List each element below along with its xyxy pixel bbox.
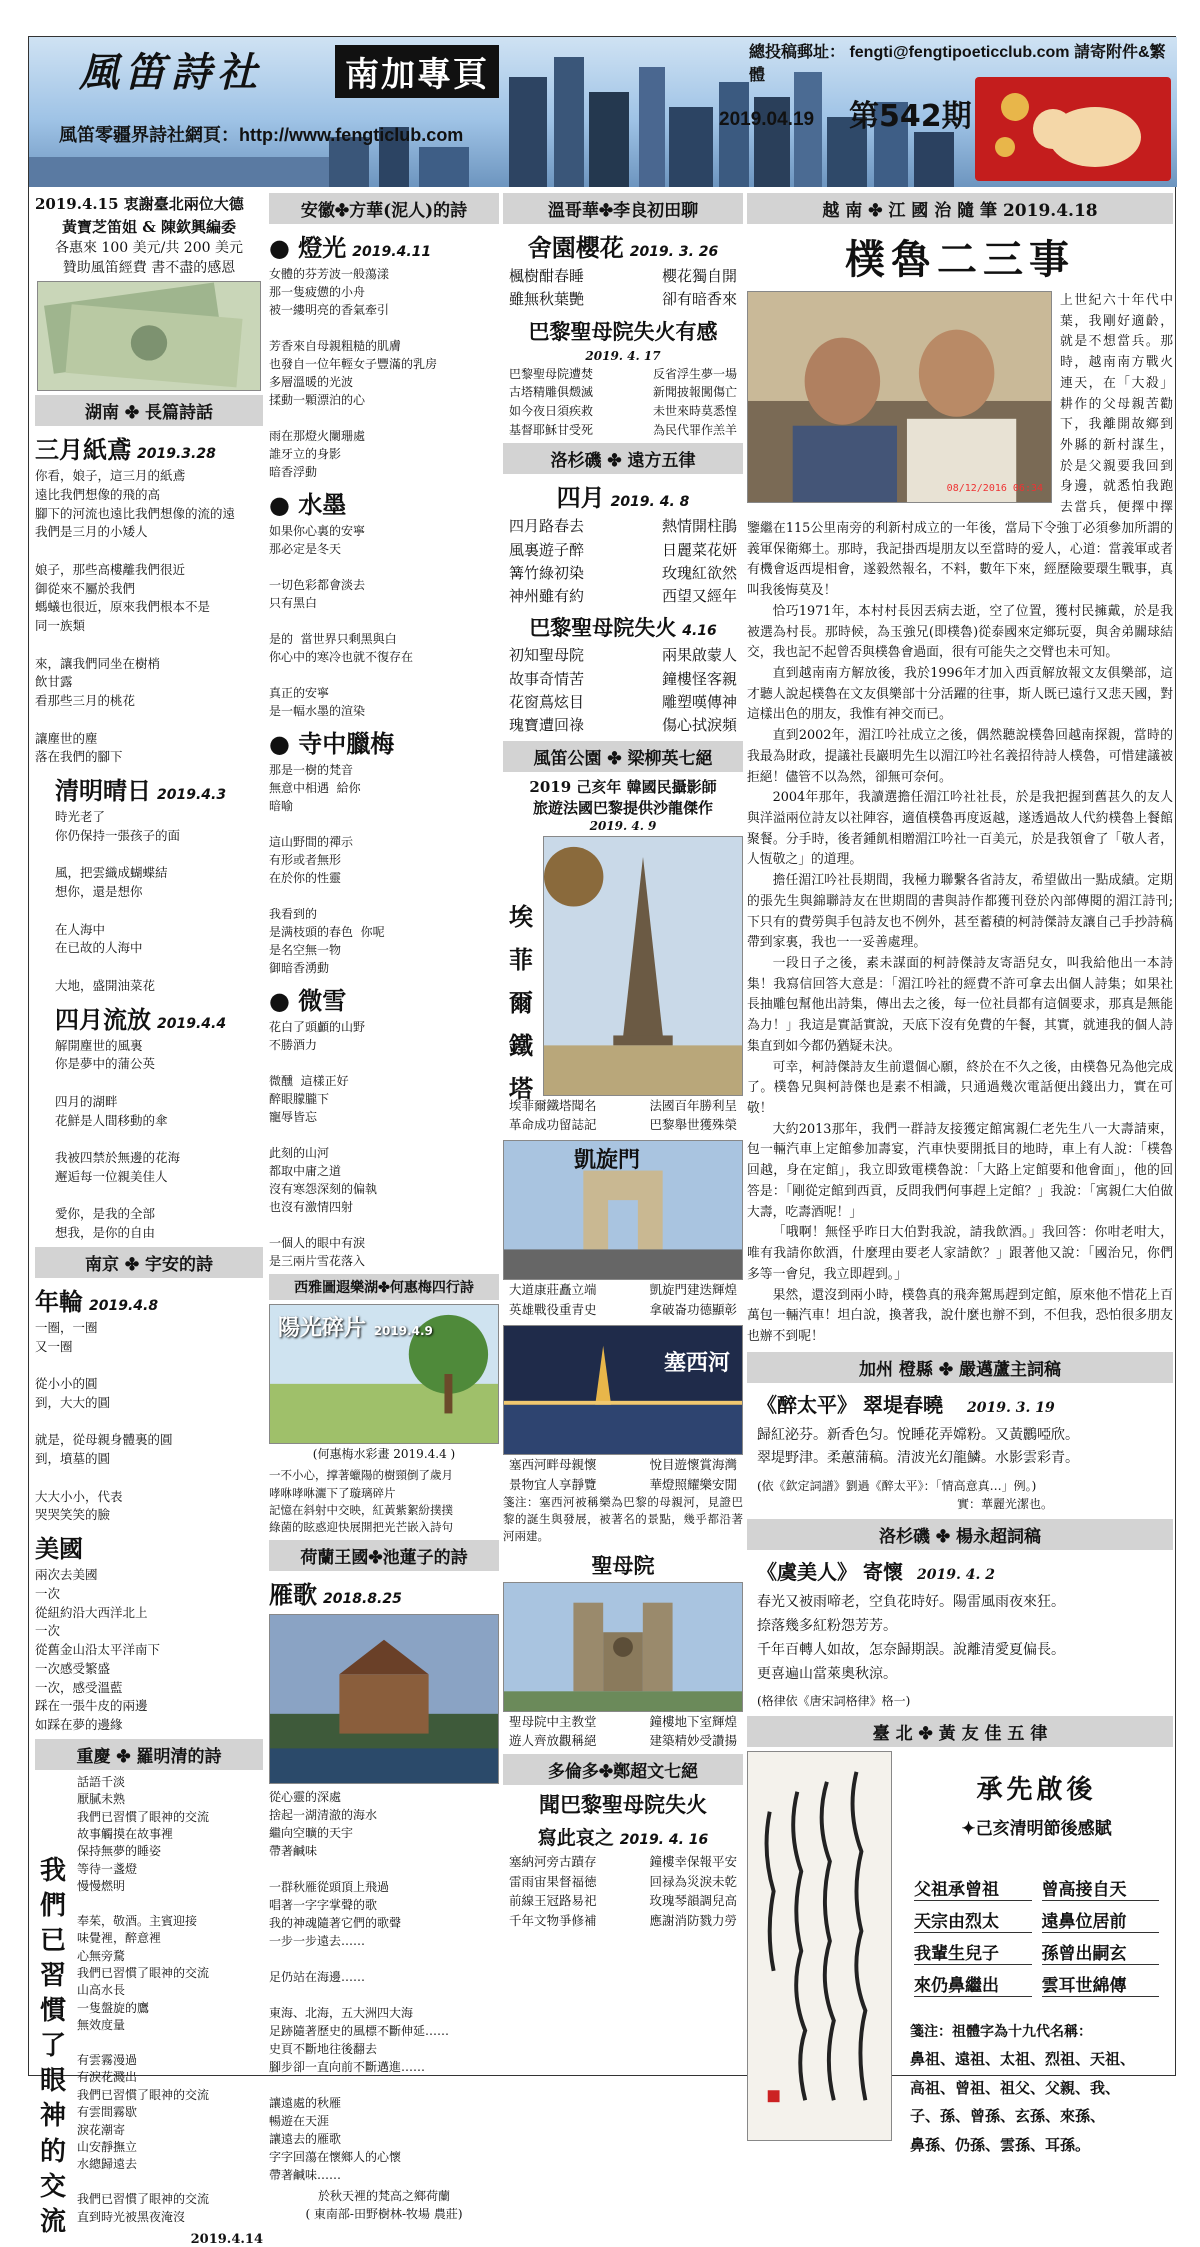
grid-line: 來仍鼻繼出 [914,1971,1032,1997]
couplet-line: 鐘樓地下室輝煌 [649,1713,737,1729]
poem-body: 一圈，一圈 又一圈 從小小的圓 到，大大的圓 就是，從母親身體裏的圓 到，墳墓的圓 大大小小，代表 哭哭笑笑的臉 [35,1319,173,1523]
eiffel-block [503,836,743,1104]
couplet-line: 法國百年勝利呈 [649,1097,737,1113]
grid-line: 天宗由烈太 [914,1907,1032,1933]
castle-photo [269,1614,499,1784]
section-bar-anhui: 安徽✤方華(泥人)的詩 [269,193,499,224]
caption-row [503,1731,743,1750]
email-address[interactable]: 總投稿郵址： fengti@fengtipoeticclub.com 請寄附件&繁體 [749,44,1166,84]
poem-title [503,478,743,513]
poem-title-text: 舍園櫻花 [527,234,624,262]
couplet-line: 基督耶穌甘受死 [509,422,594,437]
poem-title-text: 微雪 [298,987,347,1015]
couplet-row [503,585,743,608]
couplet-row [503,714,743,737]
couplet-line: 雷雨宙果督福徳 [509,1873,597,1889]
caption-row [503,1475,743,1494]
poem-body: 一不小心，撑著蠟陽的樹頸倒了歲月 哮咻哮咻灑下了璇璃碎片 記憶在斜射中交映，紅黃紫絮紛撲撲 綠菌的眩惑迎快展開把光芒嵌入詩句 [269,1468,453,1535]
poem-body: 你看，娘子，這三月的紙鳶 遠比我們想像的飛的高 腳下的河流也遠比我們想像的流的遠 我們是三月的小矮人 娘子，那些高樓離我們很近 御從來不屬於我們 螞蟻也很近，原來我們根本不是 同一族類 來，讓我們同坐在樹梢 飲甘露 看那些三月的桃花 讓塵世的塵 落在我們的腳下 [35,468,236,765]
grid-line: 遠鼻位居前 [1042,1907,1160,1933]
article-paragraph: 一段日子之後，素未謀面的柯詩傑詩友寄語兒女，叫我給他出一本詩集！我寫信回答大意是：「湄江吟社的經費不許可拿去出個人詩集；如果社長抽雕包幫他出詩集，傳出去之後，每一位社員都有這個要求，那真是無能為力！」我這是實話實說，天底下沒有免費的午餐，其實，就連我的個人詩集直到如今都仍猶疑未決。 [747,956,1173,1054]
photo-credit-1: 2019 己亥年 韓國民攝影師 [529,778,717,797]
couplet-row [503,668,743,691]
couplet-line: 塞西河畔母親懷 [509,1457,597,1473]
poem-line: 捺落幾多紅粉怨芳芳。 [757,1618,897,1635]
issue-date: 2019.04.19 [719,109,815,130]
note-line: 高祖、曾祖、祖父、父親、我、 [910,2078,1121,2097]
note-line: 子、孫、曾孫、玄孫、來孫、 [910,2107,1106,2126]
poem-note: (依《欽定詞譜》劉過《醉太平》：「情高意真…」例。) [757,1479,1037,1494]
photo-caption-couplets [503,1280,743,1319]
poem-date: 2019.4.8 [89,1297,159,1314]
photo-date: 2019. 4. 9 [589,819,657,834]
couplet-row [503,365,743,384]
thanks-names: 黃寶芝笛姐 & 陳欽興編委 [62,218,236,236]
arc-de-triomphe-photo [503,1140,743,1280]
poem-title-text: 清明晴日 [55,777,151,805]
couplet-line: 傷心拭淚頻 [661,716,737,735]
calligraphy-scroll-image [747,1751,892,2141]
website-link[interactable]: 風笛零疆界詩社網頁：http://www.fengticlub.com [59,125,464,145]
poem-body: 那是一樹的梵音 無意中相遇 給你 暗喻 這山野間的禪示 有形或者無形 在於你的性靈 我看到的 是满枝頭的春色 你呢 是名空無一物 御暗香湧動 [269,763,385,975]
couplet-line: 初知聖母院 [509,646,585,665]
poem-title: ● 寺中臘梅 [269,730,395,758]
couplet-line: 塞納河旁古蹟存 [509,1854,597,1870]
poem-date: 2019.3.28 [137,446,216,462]
ci-poem-2 [757,1556,1163,1710]
thanks-line2: 贊助風笛經費 書不盡的感恩 [62,260,236,276]
poem-subtitle [503,1823,743,1850]
banknotes-photo [37,281,261,391]
poem-title [269,1575,499,1610]
seine-river-photo [503,1325,743,1455]
vertical-title: 埃菲爾鐵塔 [509,902,533,1104]
couplet-line: 應謝消防戮力勞 [649,1912,737,1928]
section-bar-vancouver: 溫哥華✤李良初田聊 [503,193,743,224]
section-bar-fengti: 風笛公園 ✤ 梁柳英七絕 [503,741,743,772]
poem-date: 2019. 4. 16 [619,1832,709,1849]
poem-date: 2019.4.14 [190,2231,263,2247]
masthead [29,37,1177,187]
issue-number: 第542期 [849,99,972,134]
couplet-line: 卻有暗香來 [661,290,737,309]
poem-title [757,1389,1163,1418]
poem-title [35,430,263,465]
poem-couplets [503,1852,743,1930]
couplet-line: 回禄為災淚未乾 [649,1873,737,1889]
poem-title: 聞巴黎聖母院失火 [539,1793,707,1818]
photo-caption-couplets [503,1096,743,1135]
article-paragraph: 擔任湄江吟社長期間，我極力聯繫各省詩友，希望做出一點成績。定期的張先生與錦聯詩友在世期間的書與詩作都獲刊登於內部傳閱的湄江詩刊;下只有的費勞與手包詩友也不例外，甚至蓄積的柯詩傑詩友讓自己手抄詩稿帶到家裏，我也一一妥善處理。 [747,873,1173,951]
couplet-row [503,1891,743,1910]
article-paragraph: 直到越南南方解放後，我於1996年才加入西貢解放報文友俱樂部，這才聽人說起樸魯在文友俱樂部十分活躍的往事，斯人既已遠行又悲天國，對這樣出色的朋友，我惟有神交而已。 [747,665,1173,723]
couplet-line: 巴黎舉世獲殊榮 [649,1117,737,1133]
poem-title [35,1282,263,1317]
two-men-photo [747,291,1052,503]
note-line: 鼻祖、遠祖、太祖、烈祖、天祖、 [910,2050,1136,2069]
couplet-row [503,562,743,585]
watercolor-painting [269,1304,499,1444]
poem-body: 花白了頭顱的山野 不勝酒力 微醺 這樣正好 醉眼朦朧下 寵辱皆忘 此刻的山河 都取中庸之道 沒有寒怨深刻的偏執 也沒有激情四射 一個人的眼中有淚 是三兩片雪花落入 [269,1020,378,1268]
grid-line: 父祖承曾祖 [914,1875,1032,1901]
couplet-line: 反省浮生夢一場 [652,366,737,381]
poem-title-text: 巴黎聖母院失火 [529,616,677,641]
couplet-line: 花窗蔦炫目 [509,692,585,711]
caption-row [503,1280,743,1299]
pig-year-icon [975,77,1171,181]
couplet-line: 楓樹酣春睡 [509,267,585,285]
photo-label: 凱旋門 [574,1148,641,1174]
painting-caption: (何惠梅水彩畫 2019.4.4 ) [312,1447,456,1461]
couplet-line: 神州雖有約 [509,587,585,606]
couplet-line: 鐘樓幸保報平安 [649,1854,737,1870]
caption-row [503,1300,743,1319]
section-bar-toronto: 多倫多✤鄭超文七絕 [503,1754,743,1785]
article-paragraph: 恰巧1971年，本村村長因丟病去逝，空了位置，獲村民擁戴，於是我被選為村長。那時候，為玉強兄(即樸魯)從泰國來定鄉玩耍，與舍弟關球結交，我也記不起曾否與樸魯會過面，很有可能失之交臂也未可知。 [747,603,1173,661]
poem-title-text: 三月紙鳶 [35,436,131,464]
poem-body: 如果你心裏的安寧 那必定是冬天 一切色彩都會淡去 只有黑白 是的 當世界只剩黑與白 你心中的寒冷也就不復存在 真正的安寧 是一幅水墨的渲染 [269,524,414,718]
thanks-title: 2019.4.15 衷謝臺北兩位大德 [35,195,244,213]
poem-note: (格律依《唐宋詞格律》格一) [757,1694,911,1709]
couplet-line: 未世來時莫悉惶 [652,404,737,419]
poem-note-2: 實：華麗光潔也。 [957,1497,1054,1512]
couplet-row [503,288,743,311]
couplet-line: 建築精妙受讚揚 [649,1733,737,1749]
poem-title-text: 四月 [556,484,605,513]
section-bar-seattle: 西雅圖遐樂湖✤何惠梅四行詩 [269,1274,499,1300]
poem-title-text: 寄懷 [863,1560,903,1585]
poem-block [35,1774,263,2247]
grid-line: 孫曾出嗣玄 [1042,1939,1160,1965]
notre-dame-photo [503,1582,743,1712]
poem-line: 翠堤野津。柔蕙蒲稿。清波光幻龍鱗。水影雲彩青。 [757,1450,1079,1467]
poem-subtitle-text: 寫此哀之 [537,1827,614,1850]
poem-body: 女體的芬芳波一般蕩漾 那一隻疲憊的小舟 被一縷明亮的香氣牽引 芳香來自母親粗糙的肌膚 也發自一位年輕女子豐滿的乳房 多層溫暖的光波 揉動一顆漂泊的心 雨在那燈火闌珊處 誰牙立的身影 暗香浮動 [269,267,438,479]
couplet-line: 大道康莊矗立端 [509,1282,597,1298]
couplet-row [503,383,743,402]
couplet-line: 英雄戰役重青史 [509,1301,597,1317]
poem-lines [757,1424,1163,1472]
poem-title [503,612,743,642]
poem-title: ● 水墨 [269,491,347,519]
article-title: 樸魯二三事 [845,237,1075,283]
poem-title [757,1556,1163,1585]
poem-couplets [503,644,743,737]
caption-row [503,1096,743,1115]
ci-poem-1 [757,1389,1163,1514]
thanks-line1: 各惠來 100 美元/共 200 美元 [55,240,243,256]
caption-row [503,1712,743,1731]
poem-title-text: 寺中臘梅 [298,730,395,758]
grid-line: 雲耳世綿傳 [1042,1971,1160,1997]
couplet-row [503,265,743,288]
couplet-line: 風裏遊子醉 [509,540,585,559]
poem-couplets [503,515,743,608]
couplet-line: 西望又經年 [661,587,737,606]
couplet-line: 千年文物爭修補 [509,1912,597,1928]
tune-name: 《醉太平》 [757,1392,857,1417]
couplet-line: 鐘樓怪客親 [661,669,737,688]
photo-note: 箋注：塞西河被稱樂為巴黎的母親河，見證巴黎的誕生與發展，被著名的景點，幾乎都沿著河兩建。 [503,1494,743,1544]
couplet-row [503,421,743,440]
section-bar-hunan: 湖南 ✤ 長篇詩話 [35,395,263,426]
poem-date: 2019.4.4 [157,1015,227,1032]
column-1 [35,193,263,2247]
couplet-line: 華燈照耀樂安閒 [649,1476,737,1492]
photo-label: 塞西河 [663,1351,730,1377]
couplet-row [503,1852,743,1871]
couplet-line: 如今夜日須疾救 [509,404,594,419]
poem-title-text: 翠堤春曉 [863,1392,943,1417]
poem-date: 2019. 4. 2 [917,1567,995,1584]
poem-title: 美國 [35,1535,83,1563]
poem-body: 話語千淡 厭膩未熟 我們已習慣了眼神的交流 故事觸摸在故事裡 保持無夢的睡姿 等待一盞燈 慢慢燃明 奉茱，敬酒。主賓迎接 味覺裡，醉意裡 心無旁騖 我們已習慣了眼神的交流 山高水長 一隻盤旋的鷹 無效度量 有雲霧漫過 有淚花濺出 我們已習慣了眼神的交流 有雲間霧歇 淚花潮寄 山安靜撫立 水總歸遠去 我們已習慣了眼神的交流 直到時光被黑夜淹沒 [77,1774,210,2224]
section-bar-chongqing: 重慶 ✤ 羅明清的詩 [35,1739,263,1770]
poem-date: 2019.4.3 [157,787,227,803]
photo-timestamp: 08/12/2016 06:34 [946,483,1043,494]
couplet-line: 埃菲爾鐵塔聞名 [509,1097,597,1113]
eiffel-tower-photo [543,836,743,1096]
section-bar-holland: 荷蘭王國✤池蓮子的詩 [269,1540,499,1571]
section-bar-taipei: 臺 北 ✤ 黃 友 佳 五 律 [747,1716,1173,1747]
poem-lines [757,1591,1163,1686]
couplet-line: 遊人齊放觀稱絕 [509,1733,597,1749]
calligraphy-block [747,1751,1173,2159]
couplet-line: 古塔精雕俱燬滅 [509,385,594,400]
couplet-line: 景物宜人享靜覽 [509,1476,597,1492]
tune-name: 《虞美人》 [757,1560,857,1585]
article-paragraph: 上世紀六十年代中葉，我剛好適齡，就是不想當兵。那時，越南南方戰火連天，在「大殺」耕作的父母親苦勸下，我離開故鄉到外縣的新村謀生，於是父親要我回到身邊，就悉怕我跑去當兵，便擇中擇鑒繼在115公里南旁的利新村成立的一年後，當局下令強丁必須參加所謂的義軍保衛鄉土。那時，我記掛西堤朋友以至當時的爱人，心道：當義軍或者有機會返西堤相會，遂毅然報名，不料，數年下來，經歷險要環生戰事，真叫我後悔莫及！ [747,293,1173,599]
section-bar-california: 加州 橙縣 ✤ 嚴邁蘆主詞稿 [747,1352,1173,1383]
poem-title-text: 四月流放 [55,1005,151,1034]
couplet-line: 巴黎聖母院遭焚 [509,366,594,381]
photo-credit-2: 旅遊法國巴黎提供沙龍傑作 [532,799,713,818]
couplet-line: 日麗菜花妍 [661,540,737,559]
photo-caption-couplets [503,1455,743,1494]
couplet-line: 玫瑰琴韻調兒高 [649,1893,737,1909]
poem-title [35,771,263,806]
poem-title: ● 燈光 2019.4.11 [269,234,432,262]
couplet-line: 雖無秋葉艷 [509,290,585,309]
section-bar-nanjing: 南京 ✤ 宇安的詩 [35,1247,263,1278]
poem-title: 巴黎聖母院失火有感 [528,319,718,344]
poem-couplets [503,365,743,439]
couplet-line: 拿破崙功德顯彰 [649,1301,737,1317]
couplet-line: 革命成功留誌記 [509,1117,597,1133]
poem-date: 2019. 4. 17 [585,348,661,363]
vertical-title: 我們已習慣了眼神的交流 [39,1855,66,2237]
poem-note-words [900,2045,1173,2159]
poem-date: 2019. 3. 19 [967,1399,1055,1416]
poem-line: 千年百轉人如故，怎奈歸期誤。說離清愛夏偏長。 [757,1641,1065,1658]
column-4 [747,193,1173,2154]
article-paragraph: 果然，還沒到兩小時，樸魯真的飛奔駕馬趕到定館，原來他不惜花上百萬包一輛汽車！坦白說，換著我，說什麼也辦不到，不但我，恐怕很多朋友也辦不到呢！ [747,1287,1173,1344]
couplet-row [503,515,743,538]
article-paragraph: 大約2013那年，我們一群詩友接獲定館寓親仁老先生八一大壽請柬，包一輛汽車上定館參加壽宴，汽車快要開抵目的地時，車上有人說：「樸魯回越，身在定館」，我立即致電樸魯說：「大路上定館要和他會面」，他的回答是：「剛從定館到西貢，反問我們何事趕上定館？」我說：「寓親仁大伯做大壽，吃壽酒呢！」 [747,1121,1173,1220]
poem-title: 承先啟後 [976,1775,1097,1806]
poem-title-text: 水墨 [298,491,347,519]
couplet-row [503,691,743,714]
poem-grid [900,1875,1173,1997]
section-bar-la2: 洛杉磯 ✤ 楊永超詞稿 [747,1519,1173,1550]
poem-title [35,1000,263,1035]
couplet-line: 熱情開柱鵑 [661,517,737,536]
couplet-line: 四月路春去 [509,517,585,536]
caption-row [503,1455,743,1474]
couplet-line: 櫻花獨自開 [661,267,737,285]
poem-title [503,228,743,263]
couplet-row [503,1872,743,1891]
article-paragraph: 2004年那年，我讀選擔任湄江吟社社長，於是我把握到舊甚久的友人與洋溢兩位詩友以社陣容，適值樸魯再度返越，遂透過故人代約樸魯上餐館聚餐。分手時，後者鍾飢相贈湄江吟社一百美元，於是我領會了「敬人者，人恆敬之」的道理。 [747,790,1173,868]
page-badge: 南加專頁 [335,45,499,98]
couplet-row [503,402,743,421]
poem-line: 歸紅泌芬。新香色匀。悅睡花弄嫦粉。又黃鸝啞欣。 [757,1426,1079,1443]
couplet-row [503,1911,743,1930]
couplet-line: 雕塑嘆傳神 [661,692,737,711]
caption-row [503,1115,743,1134]
grid-line: 曾高接自天 [1042,1875,1160,1901]
couplet-line: 聖母院中主教堂 [509,1713,597,1729]
section-bar-vietnam: 越 南 ✤ 江 國 治 隨 筆 2019.4.18 [747,193,1173,224]
poem-date: 2019. 4. 8 [610,494,690,511]
couplet-line: 兩果啟蒙人 [661,646,737,665]
couplet-line: 悅目遊懷賞海灣 [649,1457,737,1473]
poem-date: 2019. 3. 26 [629,244,719,260]
article-paragraph: 直到2002年，湄江吟社成立之後，偶然聽說樸魯回越南探親，當時的我最為財政，提議社長巖明先生以湄江吟社名義招待詩人樸魯，可惜建議被拒絕！儘管不以為然，卻無可奈何。 [747,728,1173,785]
poem-date: 2018.8.25 [323,1591,402,1608]
poem-title-text: 燈光 [298,234,347,262]
note-line: 鼻孫、仍孫、雲孫、耳孫。 [910,2135,1091,2154]
section-bar-la: 洛杉磯 ✤ 遠方五律 [503,443,743,474]
poem-subtitle: ✦己亥清明節後感賦 [961,1819,1112,1840]
photo-caption-couplets [503,1712,743,1751]
couplet-line: 前線王冠路易祀 [509,1893,597,1909]
couplet-line: 凱旋門建迭輝煌 [649,1282,737,1298]
poem-title-text: 年輪 [35,1287,83,1316]
couplet-row [503,644,743,667]
poem-line: 春光又被雨啼老，空負花時好。陽雷風雨夜來狂。 [757,1594,1065,1611]
column-2 [269,193,499,2221]
couplet-line: 玫瑰紅欲然 [661,563,737,582]
couplet-row [503,539,743,562]
poem-title: ● 微雪 [269,987,347,1015]
column-3 [503,193,743,2073]
poem-body: 解開塵世的風裏 你是夢中的蒲公英 四月的湖畔 花鮮是人間移動的傘 我被四禁於無邊的花海 邂逅每一位親美佳人 愛你，是我的全部 想我，是你的自由 [55,1037,181,1240]
poem-note-title: 箋注：祖體字為十九代名稱： [910,2024,1092,2041]
poem-title-text: 雁歌 [269,1581,317,1610]
article-paragraph: 可幸，柯詩傑詩友生前還個心願，終於在不久之後，由樸魯兄為他完成了。樸魯兄與柯詩傑也是素不相識，只通過幾次電話便出錢出力，實在可敬！ [747,1059,1173,1117]
couplet-line: 篝竹綠初染 [509,563,585,582]
poem-date: 2019.4.11 [352,244,432,260]
grid-line: 我輩生兒子 [914,1939,1032,1965]
couplet-line: 為民代罪作羔羊 [652,422,737,437]
painting-title: 陽光碎片 2019.4.9 [278,1316,433,1341]
poem-body: 從心靈的深處 捨起一湖清澈的海水 繼向空曠的天宇 帶著鹹味 一群秋雁從頭頂上飛過 唱著一字字掌聲的歌 我的神魂隨著它們的歌聲 一步一步遠去…… 足仍站在海邊…… 東海、北海，五大洲四大海 足跡隨著歷史的風標不斷伸延…… 史頁不斷地往後翻去 腳步卻一直向前不斷邁進…… 讓遠處的秋雁 暢遊在天涯 讓遠去的雁歌 字字回蕩在懷鄉人的心懷 帶著鹹味…… [269,1790,450,2183]
couplet-line: 故事奇情苦 [509,669,585,688]
logo-text: 風笛詩社 [79,49,263,96]
article-paragraph: 「哦啊！無怪乎昨日大伯對我說，請我飲酒。」我回答：你咁老咁大，唯有我請你飲酒，什麼理由要老人家請飲？」跟著他又說：「國治兄，你們多等一會兒，我立即趕到。」 [747,1225,1173,1282]
poem-signature: 於秋天裡的梵高之鄉荷蘭 ( 東南部-田野樹林-牧場 農莊) [305,2189,463,2221]
couplet-line: 新聞披報闖傷亡 [652,385,737,400]
poem-line: 更喜遍山當萊奧秋涼。 [757,1665,897,1682]
poem-title: 聖母院 [591,1553,655,1578]
poem-body: 兩次去美國 一次 從紐約沿大西洋北上 一次 從舊金山沿太平洋南下 一次感受繁盛 一次，感受溫藍 踩在一張牛皮的兩邊 如踩在夢的邊緣 [35,1567,161,1732]
poem-couplets [503,265,743,312]
newspaper-page [28,36,1176,2247]
couplet-line: 瑰寶遭回祿 [509,716,585,735]
poem-date: 4.16 [682,623,717,640]
poem-body: 時光老了 你仍保持一張孩子的面 風，把雲織成蝴蝶結 想你，還是想你 在人海中 在已故的人海中 大地，盛開油菜花 [55,809,181,993]
